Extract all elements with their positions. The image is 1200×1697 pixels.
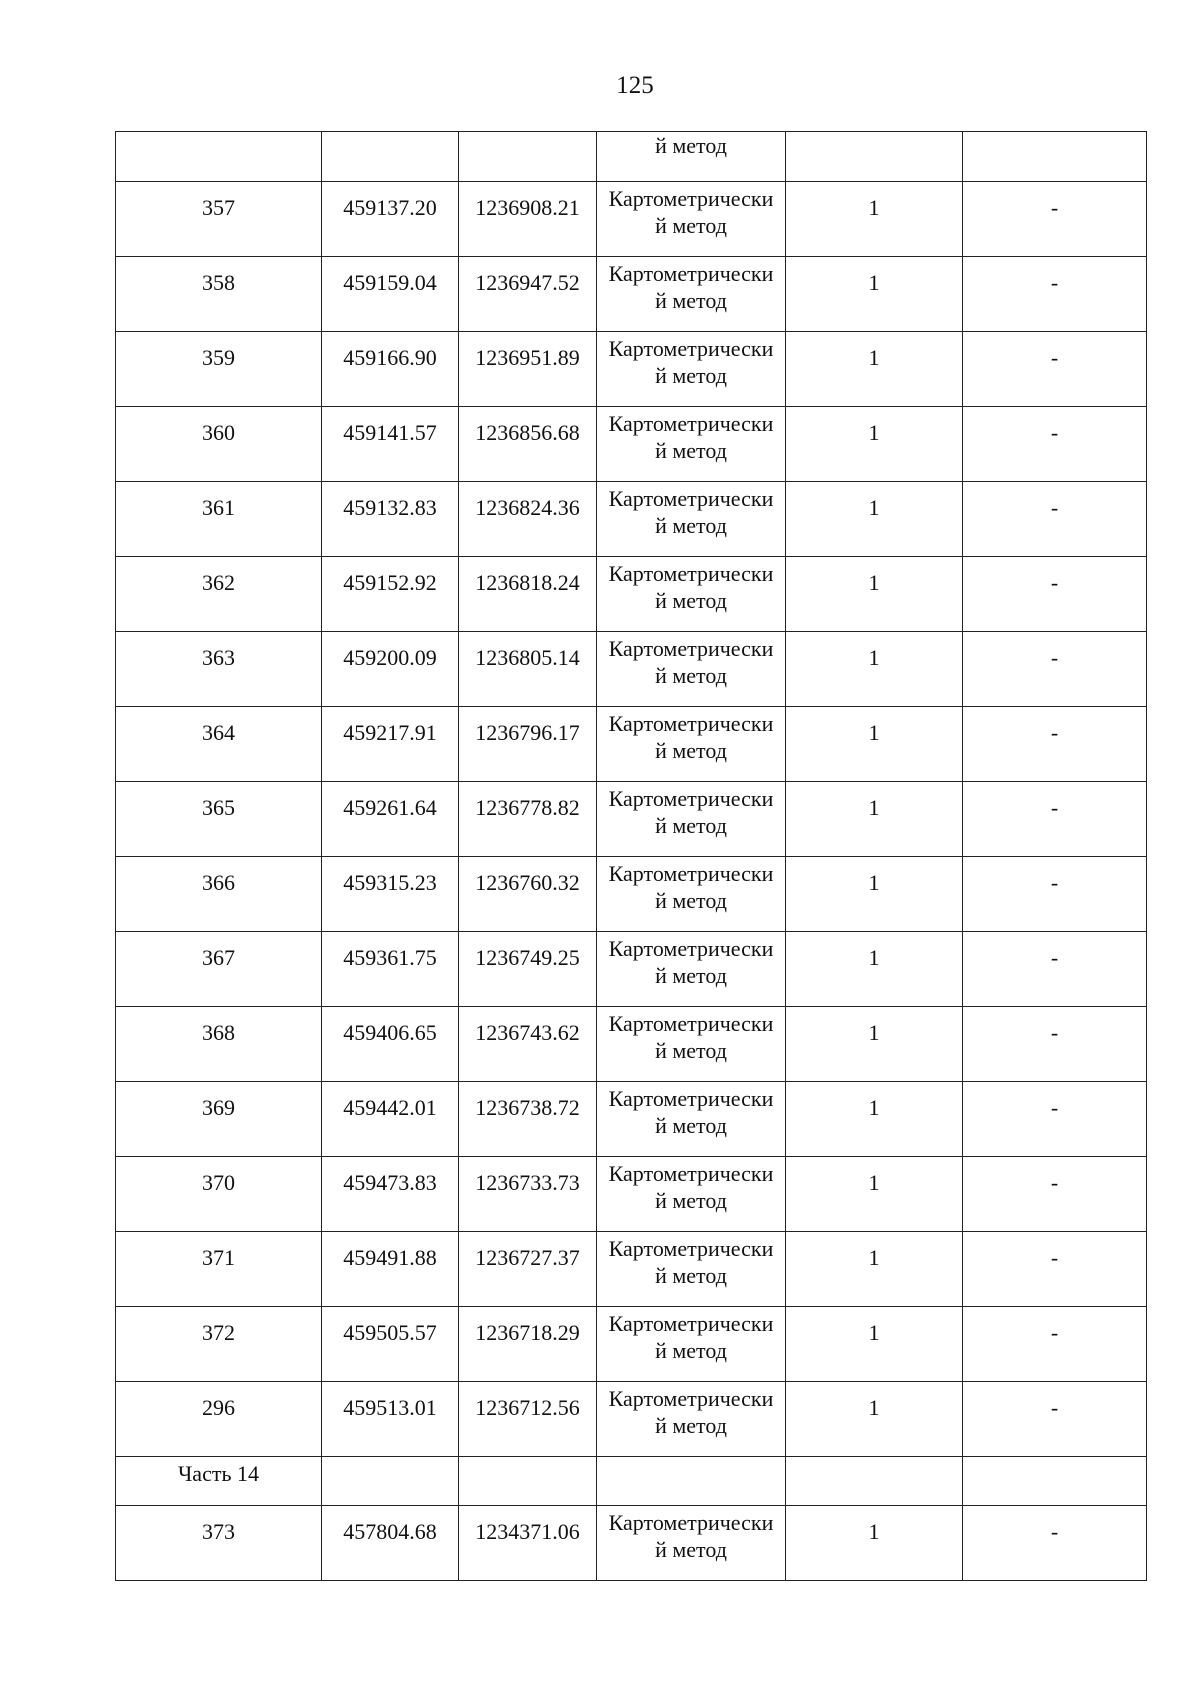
table-row	[116, 482, 1147, 557]
table-row	[116, 932, 1147, 1007]
cell-note: -	[963, 782, 1147, 857]
cell-accuracy: 1	[786, 1007, 963, 1082]
cell-x: 459505.57	[322, 1307, 459, 1382]
cell-accuracy: 1	[786, 257, 963, 332]
cell-y: 1236718.29	[459, 1307, 597, 1382]
method-line-1: Картометрически	[608, 786, 774, 811]
cell-y: 1236818.24	[459, 557, 597, 632]
method-line-2: й метод	[655, 1413, 727, 1438]
cell-y: 1236778.82	[459, 782, 597, 857]
cell-method	[597, 182, 786, 257]
method-line-2: й метод	[655, 888, 727, 913]
cell-note: -	[963, 1307, 1147, 1382]
method-line-2: й метод	[655, 588, 727, 613]
table-row	[116, 257, 1147, 332]
cell-x: 459361.75	[322, 932, 459, 1007]
cell-accuracy: 1	[786, 407, 963, 482]
method-line-2: й метод	[655, 438, 727, 463]
cell-point: 363	[116, 632, 322, 707]
cell-method	[597, 782, 786, 857]
cell-x	[322, 132, 459, 182]
cell-y: 1236805.14	[459, 632, 597, 707]
cell-accuracy: 1	[786, 182, 963, 257]
empty-cell	[963, 1457, 1147, 1506]
cell-note	[963, 132, 1147, 182]
page-number: 125	[616, 72, 654, 99]
cell-point	[116, 132, 322, 182]
cell-x: 459166.90	[322, 332, 459, 407]
cell-x: 459473.83	[322, 1157, 459, 1232]
cell-note: -	[963, 1007, 1147, 1082]
method-line-2: й метод	[655, 1263, 727, 1288]
method-line-2: й метод	[655, 513, 727, 538]
cell-method	[597, 707, 786, 782]
method-line-2: й метод	[655, 288, 727, 313]
table-row	[116, 182, 1147, 257]
cell-method	[597, 482, 786, 557]
cell-note: -	[963, 257, 1147, 332]
cell-y: 1236712.56	[459, 1382, 597, 1457]
cell-method	[597, 632, 786, 707]
cell-y: 1236856.68	[459, 407, 597, 482]
cell-note: -	[963, 482, 1147, 557]
cell-x: 459261.64	[322, 782, 459, 857]
cell-point: 362	[116, 557, 322, 632]
table-row	[116, 1506, 1147, 1581]
method-line-2: й метод	[655, 963, 727, 988]
method-line-1: Картометрически	[608, 1011, 774, 1036]
cell-point: 369	[116, 1082, 322, 1157]
method-line-2: й метод	[655, 1113, 727, 1138]
cell-x: 459217.91	[322, 707, 459, 782]
part-header-row	[116, 1457, 1147, 1506]
cell-accuracy: 1	[786, 782, 963, 857]
method-line-1: Картометрически	[608, 486, 774, 511]
cell-note: -	[963, 1082, 1147, 1157]
cell-accuracy: 1	[786, 632, 963, 707]
method-line-2: й метод	[655, 1038, 727, 1063]
cell-point: 372	[116, 1307, 322, 1382]
cell-method	[597, 1232, 786, 1307]
method-line-1: Картометрически	[608, 1236, 774, 1261]
method-line-1: Картометрически	[608, 1510, 774, 1535]
cell-accuracy: 1	[786, 482, 963, 557]
cell-note: -	[963, 1506, 1147, 1581]
cell-point: 371	[116, 1232, 322, 1307]
cell-y: 1234371.06	[459, 1506, 597, 1581]
cell-point: 357	[116, 182, 322, 257]
empty-cell	[597, 1457, 786, 1506]
method-line-1: Картометрически	[608, 636, 774, 661]
cell-note: -	[963, 557, 1147, 632]
cell-note: -	[963, 1382, 1147, 1457]
empty-cell	[459, 1457, 597, 1506]
method-line-1: Картометрически	[608, 1386, 774, 1411]
method-line-2: й метод	[655, 363, 727, 388]
cell-y: 1236908.21	[459, 182, 597, 257]
cell-method	[597, 857, 786, 932]
cell-method	[597, 557, 786, 632]
cell-y: 1236796.17	[459, 707, 597, 782]
method-line-1: Картометрически	[608, 861, 774, 886]
coordinates-table	[115, 131, 1147, 1581]
method-line-2: й метод	[655, 1338, 727, 1363]
cell-point: 361	[116, 482, 322, 557]
cell-method	[597, 1382, 786, 1457]
cell-note: -	[963, 332, 1147, 407]
method-line-2: й метод	[655, 1188, 727, 1213]
table-row	[116, 1082, 1147, 1157]
cell-x: 459315.23	[322, 857, 459, 932]
cell-x: 459442.01	[322, 1082, 459, 1157]
method-line-1: Картометрически	[608, 411, 774, 436]
cell-note: -	[963, 1232, 1147, 1307]
cell-x: 459491.88	[322, 1232, 459, 1307]
cell-accuracy: 1	[786, 1307, 963, 1382]
cell-accuracy: 1	[786, 932, 963, 1007]
cell-method	[597, 257, 786, 332]
cell-x: 459141.57	[322, 407, 459, 482]
cell-method: й метод	[597, 132, 786, 182]
method-line-1: Картометрически	[608, 261, 774, 286]
coordinates-table-body	[116, 132, 1147, 1581]
cell-method	[597, 332, 786, 407]
cell-point: 359	[116, 332, 322, 407]
cell-y: 1236760.32	[459, 857, 597, 932]
empty-cell	[786, 1457, 963, 1506]
cell-point: 360	[116, 407, 322, 482]
cell-point: 367	[116, 932, 322, 1007]
method-line-2: й метод	[655, 813, 727, 838]
method-line-1: Картометрически	[608, 186, 774, 211]
table-row	[116, 707, 1147, 782]
table-row	[116, 782, 1147, 857]
cell-note: -	[963, 632, 1147, 707]
cell-y	[459, 132, 597, 182]
table-row	[116, 1382, 1147, 1457]
cell-x: 459132.83	[322, 482, 459, 557]
cell-note: -	[963, 407, 1147, 482]
cell-note: -	[963, 182, 1147, 257]
cell-accuracy	[786, 132, 963, 182]
cell-y: 1236749.25	[459, 932, 597, 1007]
cell-accuracy: 1	[786, 332, 963, 407]
method-line-2: й метод	[655, 213, 727, 238]
table-row	[116, 557, 1147, 632]
method-line-2: й метод	[655, 1537, 727, 1562]
cell-method	[597, 1506, 786, 1581]
cell-point: 364	[116, 707, 322, 782]
cell-note: -	[963, 707, 1147, 782]
method-line-1: Картометрически	[608, 711, 774, 736]
cell-note: -	[963, 1157, 1147, 1232]
cell-point: 366	[116, 857, 322, 932]
cell-point: 370	[116, 1157, 322, 1232]
cell-point: 365	[116, 782, 322, 857]
method-line-2: й метод	[655, 738, 727, 763]
method-line-1: Картометрически	[608, 1086, 774, 1111]
cell-method	[597, 1082, 786, 1157]
cell-accuracy: 1	[786, 557, 963, 632]
method-line-2: й метод	[655, 663, 727, 688]
cell-y: 1236951.89	[459, 332, 597, 407]
cell-x: 459152.92	[322, 557, 459, 632]
method-line-1: Картометрически	[608, 336, 774, 361]
method-line-1: Картометрически	[608, 1311, 774, 1336]
cell-y: 1236733.73	[459, 1157, 597, 1232]
cell-point: 296	[116, 1382, 322, 1457]
cell-point: 373	[116, 1506, 322, 1581]
cell-point: 358	[116, 257, 322, 332]
table-row	[116, 1007, 1147, 1082]
part-label: Часть 14	[116, 1457, 322, 1506]
cell-accuracy: 1	[786, 707, 963, 782]
cell-method	[597, 1007, 786, 1082]
empty-cell	[322, 1457, 459, 1506]
cell-point: 368	[116, 1007, 322, 1082]
cell-note: -	[963, 932, 1147, 1007]
table-row	[116, 332, 1147, 407]
table-row	[116, 1232, 1147, 1307]
table-row	[116, 407, 1147, 482]
cell-x: 459513.01	[322, 1382, 459, 1457]
cell-note: -	[963, 857, 1147, 932]
table-row	[116, 632, 1147, 707]
cell-method	[597, 407, 786, 482]
cell-y: 1236743.62	[459, 1007, 597, 1082]
table-row	[116, 1307, 1147, 1382]
cell-y: 1236947.52	[459, 257, 597, 332]
cell-x: 459159.04	[322, 257, 459, 332]
cell-accuracy: 1	[786, 1506, 963, 1581]
cell-accuracy: 1	[786, 1382, 963, 1457]
cell-x: 457804.68	[322, 1506, 459, 1581]
method-line-1: Картометрически	[608, 561, 774, 586]
method-line-1: Картометрически	[608, 936, 774, 961]
cell-y: 1236738.72	[459, 1082, 597, 1157]
cell-method	[597, 932, 786, 1007]
cell-accuracy: 1	[786, 857, 963, 932]
table-row	[116, 857, 1147, 932]
method-line-1: Картометрически	[608, 1161, 774, 1186]
continuation-row	[116, 132, 1147, 182]
cell-accuracy: 1	[786, 1082, 963, 1157]
cell-method	[597, 1307, 786, 1382]
cell-y: 1236727.37	[459, 1232, 597, 1307]
cell-x: 459406.65	[322, 1007, 459, 1082]
cell-accuracy: 1	[786, 1232, 963, 1307]
cell-x: 459137.20	[322, 182, 459, 257]
cell-method	[597, 1157, 786, 1232]
cell-accuracy: 1	[786, 1157, 963, 1232]
cell-x: 459200.09	[322, 632, 459, 707]
cell-y: 1236824.36	[459, 482, 597, 557]
table-row	[116, 1157, 1147, 1232]
